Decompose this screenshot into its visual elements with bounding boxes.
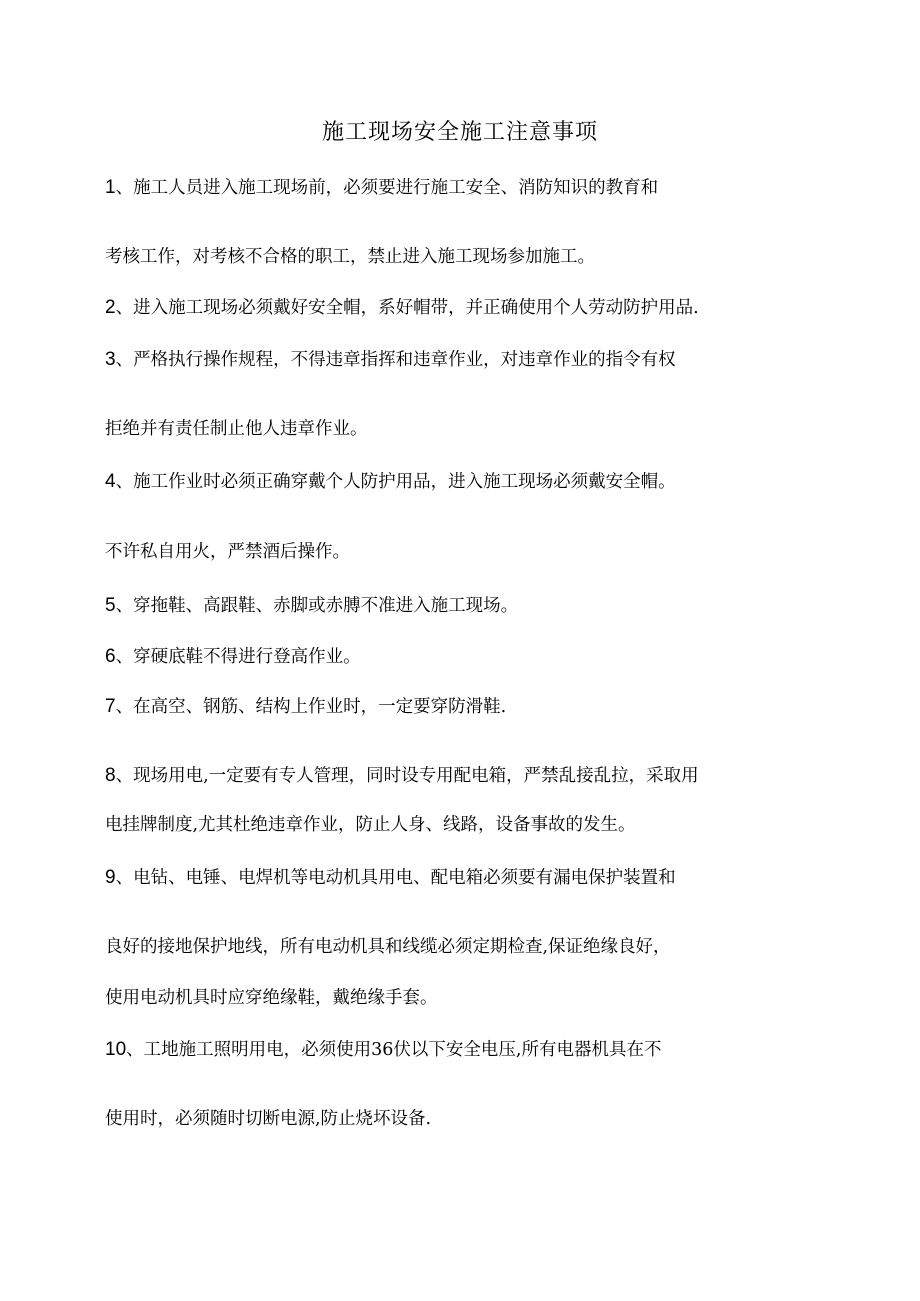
text-line: [105, 865, 676, 891]
line-text: 、穿硬底鞋不得进行登高作业。: [115, 647, 361, 667]
item-number: 10: [105, 1039, 127, 1060]
item-number: 9: [105, 867, 116, 888]
item-number: 2: [105, 297, 116, 318]
text-line: [105, 763, 699, 789]
item-number: 8: [105, 765, 116, 786]
text-line: [105, 244, 595, 270]
text-line: [105, 347, 676, 373]
line-text: 、穿拖鞋、高跟鞋、赤脚或赤膊不准进入施工现场。: [115, 596, 519, 616]
text-line: [105, 593, 518, 619]
line-text: 、在高空、钢筋、结构上作业时，一定要穿防滑鞋.: [115, 697, 507, 717]
text-line: [105, 1106, 431, 1132]
line-text: 使用电动机具时应穿绝缘鞋，戴绝缘手套。: [105, 988, 438, 1008]
item-number: 5: [105, 595, 116, 616]
text-line: [105, 295, 699, 321]
text-line: [105, 985, 438, 1011]
line-text: 使用时，必须随时切断电源,防止烧坏设备.: [105, 1109, 432, 1129]
line-text: 良好的接地保护地线，所有电动机具和线缆必须定期检查,保证绝缘良好，: [105, 937, 671, 957]
line-text: 、工地施工照明用电，必须使用36伏以下安全电压,所有电器机具在不: [126, 1040, 662, 1060]
item-number: 3: [105, 349, 116, 370]
item-number: 1: [105, 177, 116, 198]
text-line: [105, 539, 350, 565]
line-text: 电挂牌制度,尤其杜绝违章作业，防止人身、线路，设备事故的发生。: [105, 815, 636, 835]
text-line: [105, 644, 361, 670]
line-text: 考核工作，对考核不合格的职工，禁止进入施工现场参加施工。: [105, 247, 595, 267]
line-text: 、进入施工现场必须戴好安全帽，系好帽带，并正确使用个人劳动防护用品.: [115, 298, 699, 318]
line-text: 拒绝并有责任制止他人违章作业。: [105, 419, 368, 439]
line-text: 、现场用电,一定要有专人管理，同时设专用配电箱，严禁乱接乱拉，采取用: [115, 766, 699, 786]
text-line: [105, 812, 636, 838]
document-title: 施工现场安全施工注意事项: [321, 120, 598, 145]
line-text: 、电钻、电锤、电焊机等电动机具用电、配电箱必须要有漏电保护装置和: [115, 868, 676, 888]
text-line: [105, 694, 506, 720]
text-line: [105, 1037, 661, 1063]
item-number: 7: [105, 696, 116, 717]
text-line: [105, 934, 671, 960]
line-text: 、严格执行操作规程，不得违章指挥和违章作业，对违章作业的指令有权: [115, 350, 676, 370]
line-text: 不许私自用火，严禁酒后操作。: [105, 542, 350, 562]
text-line: [105, 469, 676, 495]
text-line: [105, 416, 368, 442]
line-text: 、施工人员进入施工现场前，必须要进行施工安全、消防知识的教育和: [115, 178, 659, 198]
text-line: [105, 175, 658, 201]
item-number: 6: [105, 646, 116, 667]
line-text: 、施工作业时必须正确穿戴个人防护用品，进入施工现场必须戴安全帽。: [115, 472, 676, 492]
item-number: 4: [105, 471, 116, 492]
